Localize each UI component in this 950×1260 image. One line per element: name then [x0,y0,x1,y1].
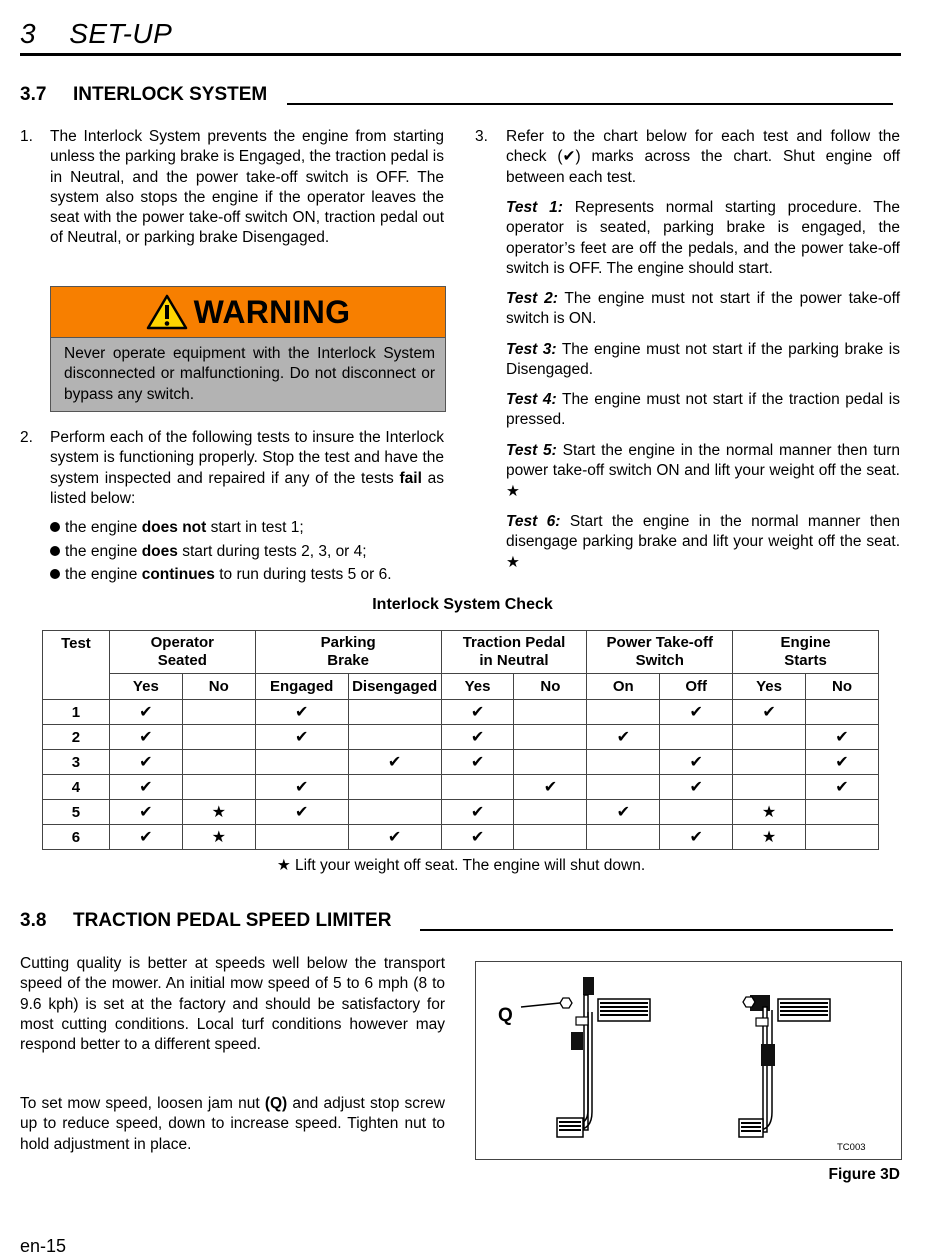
bullet-icon [50,522,60,532]
empty-cell [255,750,348,775]
check-mark-cell: ✔ [514,775,587,800]
page-number: en-15 [20,1236,67,1256]
empty-cell [660,800,733,825]
test-label: Test 4: [506,391,557,408]
test-2 [506,289,900,330]
empty-cell [348,775,441,800]
text-run-bold: does not [141,519,207,536]
warning-triangle-icon [146,294,188,330]
empty-cell [806,700,879,725]
text-run: start during tests 2, 3, or 4; [177,542,367,560]
check-mark-cell: ✔ [109,725,182,750]
check-mark-cell: ✔ [441,725,514,750]
test-number-cell: 6 [43,825,110,850]
empty-cell [660,725,733,750]
empty-cell [587,700,660,725]
table-row [43,750,879,775]
header-text: Operator [150,634,214,651]
table-body [43,700,879,850]
adjust-paragraph [20,1094,445,1155]
test-number-cell: 3 [43,750,110,775]
sub-header: On [587,674,660,700]
empty-cell [514,800,587,825]
bullet-icon [50,569,60,579]
figure-3d-box [475,961,902,1160]
test-text: Start the engine in the normal manner then disengage parking brake and lift your weight off the seat. ★ [506,513,900,571]
traction-pedal-diagram [476,962,901,1159]
test-label: Test 3: [506,341,557,358]
header-text: Switch [635,652,684,669]
empty-cell [514,750,587,775]
warning-header [51,287,445,338]
chapter-rule [20,53,901,56]
header-text: Traction Pedal [462,634,566,651]
test-column-header [43,631,110,700]
text-run-bold: fail [399,469,422,487]
pedal-assembly-right [739,995,830,1137]
check-mark-cell: ✔ [255,800,348,825]
check-mark-cell: ✔ [255,775,348,800]
check-mark-cell: ✔ [109,825,182,850]
text-run: the engine [65,566,142,583]
table-row [43,725,879,750]
check-mark-cell: ✔ [660,750,733,775]
group-header-operator [109,631,255,674]
empty-cell [806,800,879,825]
check-mark-cell: ✔ [348,825,441,850]
sub-header: Yes [441,674,514,700]
header-text: Brake [327,652,369,669]
text-run-bold: does [141,542,178,560]
sub-header: No [806,674,879,700]
check-mark-cell: ✔ [441,700,514,725]
check-mark-cell: ✔ [660,825,733,850]
check-mark-cell: ✔ [109,750,182,775]
section-rule [420,929,893,931]
empty-cell [182,750,255,775]
check-mark-cell: ✔ [441,800,514,825]
test-label: Test 6: [506,513,561,530]
table-title: Interlock System Check [372,596,553,613]
empty-cell [806,825,879,850]
text-run: and adjust stop screw up to reduce speed, down to increase speed. Tighten nut to hold adjustment in place. [20,1095,445,1153]
header-text: Power Take-off [606,634,713,651]
check-mark-cell: ✔ [441,825,514,850]
header-text: in Neutral [479,652,549,669]
section-number: 3.8 [20,910,47,931]
check-mark-cell: ✔ [660,775,733,800]
check-mark-cell: ✔ [109,775,182,800]
text-run-bold: (Q) [264,1095,288,1112]
sub-header: Yes [109,674,182,700]
chapter-title: 3 SET-UP [20,18,173,49]
check-mark-cell: ✔ [806,775,879,800]
pedal-assembly-left [521,977,650,1137]
table-row [43,800,879,825]
sub-header: No [182,674,255,700]
test-5 [506,441,900,502]
callout-q: Q [498,1005,513,1026]
star-mark-cell: ★ [733,800,806,825]
check-mark-cell: ✔ [733,700,806,725]
section-title: INTERLOCK SYSTEM [73,84,268,105]
list-item [50,563,450,587]
warning-text: Never operate equipment with the Interlock System disconnected or malfunctioning. Do not disconnect or bypass any switch. [51,338,445,411]
text-run: Perform each of the following tests to insure the Interlock system is functioning properly. Stop the test and have the system inspected and repaired if any of the tests [50,429,444,487]
check-mark-cell: ✔ [587,800,660,825]
check-mark-cell: ✔ [441,750,514,775]
section-3-8-heading [20,910,391,932]
text-run: the engine [65,542,142,560]
star-mark-cell: ★ [182,825,255,850]
test-number-cell: 5 [43,800,110,825]
figure-code: TC003 [837,1142,866,1153]
test-label: Test 1: [506,199,563,216]
header-text: Starts [784,652,827,669]
list-item [50,540,450,564]
empty-cell [587,750,660,775]
list-number: 2. [20,429,33,446]
interlock-check-table [42,630,879,850]
table-row [43,775,879,800]
test-instructions [50,428,444,509]
group-header-parking [255,631,441,674]
sub-header: Engaged [255,674,348,700]
empty-cell [348,700,441,725]
test-3 [506,340,900,381]
text-run: the engine [65,519,142,536]
list-item [50,516,450,540]
failure-bullet-list [50,516,450,587]
text-run: to run during tests 5 or 6. [214,566,392,583]
empty-cell [348,725,441,750]
section-3-7-heading [20,84,267,106]
table-row [43,700,879,725]
text-run: To set mow speed, loosen jam nut [20,1095,265,1112]
bullet-icon [50,546,60,556]
interlock-description: The Interlock System prevents the engine from starting unless the parking brake is Engaged, the traction pedal is in Neutral, and the power take-off switch is OFF. The system also stops the engine if the operator leaves the seat with the power take-off switch ON, traction pedal out of Neutral, or parking brake Disengaged. [50,128,444,247]
test-number-cell: 2 [43,725,110,750]
table-row [43,825,879,850]
speed-paragraph: Cutting quality is better at speeds well below the transport speed of the mower. An initial mow speed of 5 to 6 mph (8 to 9.6 kph) is set at the factory and should be satisfactory for most cutting conditions. Local turf conditions however may respond better to a different speed. [20,955,445,1054]
check-mark-cell: ✔ [255,700,348,725]
test-text: The engine must not start if the parking brake is Disengaged. [506,341,901,379]
header-text: Seated [157,652,207,669]
check-mark-cell: ✔ [806,750,879,775]
test-6 [506,512,900,573]
empty-cell [733,750,806,775]
check-mark-cell: ✔ [109,700,182,725]
check-mark-cell: ✔ [255,725,348,750]
sub-header: Off [660,674,733,700]
check-mark-cell: ✔ [806,725,879,750]
empty-cell [182,725,255,750]
empty-cell [514,825,587,850]
figure-caption: Figure 3D [828,1166,900,1183]
text-run-bold: continues [141,566,215,583]
empty-cell [587,775,660,800]
warning-box [50,286,446,412]
text-run: as listed below: [50,469,444,507]
empty-cell [587,825,660,850]
empty-cell [733,775,806,800]
group-header-engine [733,631,879,674]
section-number: 3.7 [20,84,47,105]
sub-header: No [514,674,587,700]
test-label: Test 2: [506,290,558,307]
chart-instructions: Refer to the chart below for each test and follow the check (✔) marks across the chart. Shut engine off between each test. [506,128,900,186]
empty-cell [348,800,441,825]
empty-cell [514,700,587,725]
warning-title: WARNING [193,293,351,330]
empty-cell [182,700,255,725]
sub-header: Yes [733,674,806,700]
section-title: TRACTION PEDAL SPEED LIMITER [73,910,392,931]
test-text: The engine must not start if the power take-off switch is ON. [506,290,901,328]
empty-cell [441,775,514,800]
test-text: Represents normal starting procedure. The operator is seated, parking brake is engaged, the operator’s feet are off the pedals, and the power take-off switch is OFF. The engine should start. [506,199,900,277]
test-number-cell: 4 [43,775,110,800]
list-number: 1. [20,128,33,145]
header-text: Engine [780,634,831,651]
test-number-cell: 1 [43,700,110,725]
list-number: 3. [475,128,488,145]
test-text: Start the engine in the normal manner then turn power take-off switch ON and lift your weight off the seat. ★ [506,442,900,500]
star-mark-cell: ★ [733,825,806,850]
check-mark-cell: ✔ [348,750,441,775]
section-rule [287,103,893,105]
test-text: The engine must not start if the traction pedal is pressed. [506,391,900,429]
table-footnote: ★ Lift your weight off seat. The engine will shut down. [276,857,646,874]
test-label: Test 5: [506,442,557,459]
header-text: Test [61,635,91,652]
group-header-pto [587,631,733,674]
empty-cell [514,725,587,750]
check-mark-cell: ✔ [587,725,660,750]
sub-header: Disengaged [348,674,441,700]
star-mark-cell: ★ [182,800,255,825]
empty-cell [182,775,255,800]
header-text: Parking [320,634,376,651]
test-4 [506,390,900,431]
text-run: start in test 1; [206,519,304,536]
test-1 [506,198,900,279]
group-header-traction [441,631,587,674]
empty-cell [733,725,806,750]
check-mark-cell: ✔ [109,800,182,825]
empty-cell [255,825,348,850]
check-mark-cell: ✔ [660,700,733,725]
